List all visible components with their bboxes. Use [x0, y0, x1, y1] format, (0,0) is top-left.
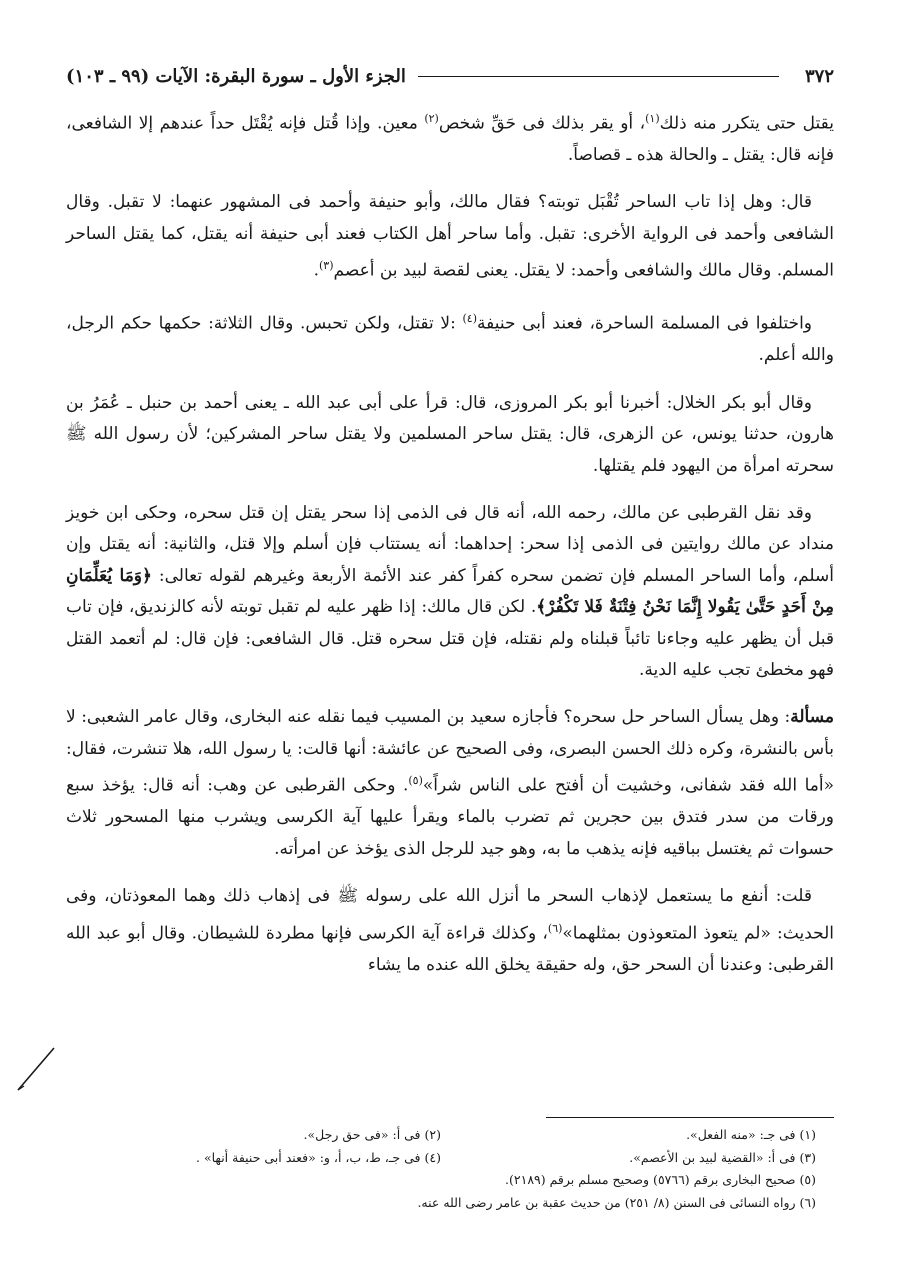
footnote-ref-6[interactable]: (٦): [547, 921, 563, 935]
page-number: ٣٧٢: [804, 65, 834, 87]
footnote-1: (١) فى جـ: «منه الفعل».: [686, 1127, 816, 1142]
text-run: :لا تقتل، ولكن تحبس. وقال الثلاثة: حكمها حكم الرجل، والله أعلم.: [66, 314, 834, 366]
footnote-ref-1[interactable]: (١): [645, 112, 660, 125]
footnote-5: (٥) صحيح البخارى برقم (٥٧٦٦) وصحيح مسلم برقم (٢١٨٩).: [505, 1172, 816, 1187]
header-rule: [418, 76, 779, 77]
paragraph-5: [66, 498, 834, 686]
masala-heading: مسألة: [790, 707, 834, 728]
footnote-6: (٦) رواه النسائى فى السنن (٨/ ٢٥١) من حديث عقبة بن عامر رضى الله عنه.: [417, 1194, 816, 1210]
margin-pen-mark: [14, 1046, 56, 1092]
footnote-2: (٢) فى أ: «فى حق رجل».: [303, 1127, 441, 1142]
paragraph-4: وقال أبو بكر الخلال: أخبرنا أبو بكر المروزى، قال: قرأ على أبى عبد الله ـ يعنى أحمد بن حنبل ـ عُمَرُ بن هارون، حدثنا يونس، عن الزهرى، قال: يقتل ساحر المسلمين ولا يقتل ساحر المشركين؛ لأن رسول الله ﷺ سحرته امرأة من اليهود فلم يقتلها.: [66, 392, 834, 476]
text-run: قال: وهل إذا تاب الساحر تُقْبَل توبته؟ فقال مالك، وأبو حنيفة وأحمد فى المشهور عنهما: لا تقبل. وقال الشافعى وأحمد فى الرواية الأخرى: تقبل. وأما ساحر أهل الكتاب فعند أبى حنيفة أنه يقتل، كما يقتل الساحر المسلم. وقال مالك والشافعى وأحمد: لا يقتل. يعنى لقصة لبيد بن أعصم: [66, 192, 834, 281]
paragraph-7: [66, 881, 834, 981]
quran-verse: ﴿وَمَا يُعَلِّمَانِ مِنْ أَحَدٍ حَتَّىٰ يَقُولا إِنَّمَا نَحْنُ فِتْنَةٌ فَلا تَكْفُرْ﴾: [66, 565, 834, 618]
footnote-row: [66, 1147, 816, 1170]
paragraph-6: [66, 702, 834, 865]
footnote-ref-4[interactable]: (٤): [462, 312, 477, 326]
text-run: يقتل حتى يتكرر منه ذلك: [659, 113, 834, 134]
text-run: واختلفوا فى المسلمة الساحرة، فعند أبى حنيفة: [477, 314, 813, 334]
footnote-ref-5[interactable]: (٥): [408, 774, 423, 788]
text-run: ، أو يقر بذلك فى حَقِّ شخص: [438, 113, 646, 134]
footnote-3: (٣) فى أ: «القضية لبيد بن الأعصم».: [629, 1149, 816, 1165]
text-run: : وهل يسأل الساحر حل سحره؟ فأجازه سعيد بن المسيب فيما نقله عنه البخارى، وقال عامر الشعبى: لا بأس بالنشرة، وكره ذلك الحسن البصرى، وفى الصحيح عن عائشة: أنها قالت: يا رسول الله، هلا تنشرت، فقال: «أما الله فقد شفانى، وخشيت أن أفتح على الناس شراً»: [66, 707, 834, 796]
main-text: [66, 103, 834, 997]
paragraph-2: [66, 187, 834, 287]
footnote-ref-2[interactable]: (٢): [424, 112, 439, 125]
footnote-4: (٤) فى جـ، ط، ب، أ، و: «فعند أبى حنيفة أنها» .: [196, 1149, 441, 1165]
text-run: . لكن قال مالك: إذا ظهر عليه لم تقبل توبته لأنه كالزنديق، فإن تاب قبل أن يظهر عليه وجاءنا تائباً قبلناه ولم نقتله، فإن قتل سحره قتل. قال الشافعى: فإن قال: لم أتعمد القتل فهو مخطئ تجب عليه الدية.: [66, 597, 834, 681]
text-run: . وحكى القرطبى عن وهب: أنه قال: يؤخذ سبع ورقات من سدر فتدق بين حجرين ثم تضرب بالماء ويقرأ عليها آية الكرسى ويشرب منها المسحور ثلاث حسوات ثم يغتسل بباقيه فإنه يذهب ما به، وهو جيد للرجل الذى يؤخذ عن امرأته.: [66, 775, 834, 859]
running-header: [66, 62, 834, 90]
text-run: وقد نقل القرطبى عن مالك، رحمه الله، أنه قال فى الذمى إذا سحر يقتل إن قتل سحره، وحكى ابن خويز منداد عن مالك روايتين فى الذمى إذا سحر: إحداهما: أنه يستتاب فإن أسلم وإلا قتل، والثانية: أنه يقتل وإن أسلم، وأما الساحر المسلم فإن تضمن سحره كفراً كفر عند الأئمة الأربعة وغيرهم لقوله تعالى:: [66, 503, 834, 586]
header-title: الجزء الأول ـ سورة البقرة: الآيات (٩٩ ـ ١٠٣): [66, 65, 406, 87]
footnote-ref-3[interactable]: (٣): [319, 259, 334, 273]
footnote-separator: [546, 1117, 834, 1118]
paragraph-3: [66, 303, 834, 371]
text-run: .: [313, 260, 319, 281]
text-run: ، وكذلك قراءة آية الكرسى فإنها مطردة للشيطان. وقال أبو عبد الله القرطبى: وعندنا أن السحر حق، وله حقيقة يخلق الله عنده ما يشاء: [66, 923, 834, 975]
text-run: قلت: أنفع ما يستعمل لإذهاب السحر ما أنزل الله على رسوله ﷺ فى إذهاب ذلك وهما المعوذتان، وفى الحديث: «لم يتعوذ المتعوذون بمثلهما»: [66, 886, 835, 944]
footnote-row: [66, 1124, 816, 1147]
paragraph-1: [66, 103, 834, 171]
text-run: معين. وإذا قُتل فإنه يُقْتَل حداً عندهم إلا الشافعى، فإنه قال: يقتل ـ والحالة هذه ـ قصاصاً.: [66, 113, 834, 166]
footnotes: [66, 1124, 816, 1214]
